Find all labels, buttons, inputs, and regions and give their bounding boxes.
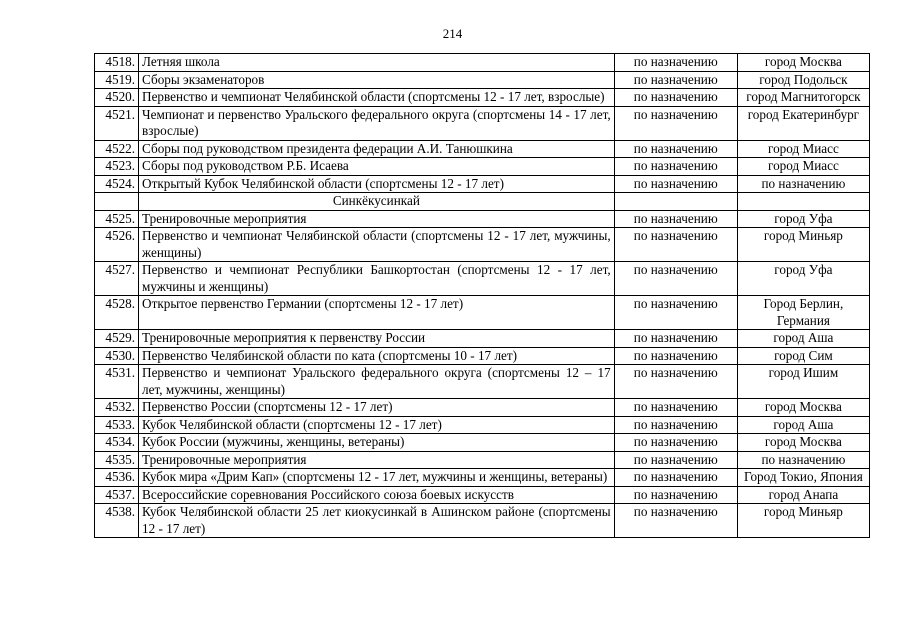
row-number: 4521. xyxy=(95,106,139,140)
event-name: Первенство России (спортсмены 12 - 17 лет) xyxy=(139,399,615,417)
table-row xyxy=(95,416,870,434)
row-number: 4534. xyxy=(95,434,139,452)
table-row xyxy=(95,451,870,469)
events-table xyxy=(94,53,870,538)
row-number: 4525. xyxy=(95,210,139,228)
event-name: Открытый Кубок Челябинской области (спортсмены 12 - 17 лет) xyxy=(139,175,615,193)
table-row xyxy=(95,347,870,365)
event-location: город Анапа xyxy=(737,486,869,504)
event-location: город Екатеринбург xyxy=(737,106,869,140)
event-name: Кубок Челябинской области (спортсмены 12 - 17 лет) xyxy=(139,416,615,434)
event-location: город Ишим xyxy=(737,365,869,399)
event-date: по назначению xyxy=(614,158,737,176)
event-location: город Аша xyxy=(737,330,869,348)
table-row xyxy=(95,54,870,72)
event-date: по назначению xyxy=(614,71,737,89)
event-date: по назначению xyxy=(614,140,737,158)
row-number: 4527. xyxy=(95,262,139,296)
row-number: 4529. xyxy=(95,330,139,348)
table-row xyxy=(95,469,870,487)
event-date: по назначению xyxy=(614,451,737,469)
event-date: по назначению xyxy=(614,434,737,452)
event-date: по назначению xyxy=(614,54,737,72)
event-location: город Миньяр xyxy=(737,228,869,262)
event-location: город Миасс xyxy=(737,158,869,176)
row-number: 4530. xyxy=(95,347,139,365)
table-row xyxy=(95,71,870,89)
table-row xyxy=(95,106,870,140)
event-location: по назначению xyxy=(737,175,869,193)
event-location: город Уфа xyxy=(737,210,869,228)
event-name: Первенство и чемпионат Республики Башкортостан (спортсмены 12 - 17 лет, мужчины и женщины) xyxy=(139,262,615,296)
event-location: город Аша xyxy=(737,416,869,434)
event-name: Синкёкусинкай xyxy=(139,193,615,211)
row-number: 4518. xyxy=(95,54,139,72)
event-location: Город Токио, Япония xyxy=(737,469,869,487)
event-location: город Уфа xyxy=(737,262,869,296)
event-name: Кубок Челябинской области 25 лет киокусинкай в Ашинском районе (спортсмены 12 - 17 лет) xyxy=(139,504,615,538)
table-row xyxy=(95,434,870,452)
row-number: 4532. xyxy=(95,399,139,417)
row-number: 4526. xyxy=(95,228,139,262)
event-location: город Миасс xyxy=(737,140,869,158)
event-name: Кубок России (мужчины, женщины, ветераны) xyxy=(139,434,615,452)
event-location: город Москва xyxy=(737,54,869,72)
row-number: 4523. xyxy=(95,158,139,176)
event-location: город Магнитогорск xyxy=(737,89,869,107)
event-date: по назначению xyxy=(614,469,737,487)
row-number: 4520. xyxy=(95,89,139,107)
table-row xyxy=(95,330,870,348)
event-name: Открытое первенство Германии (спортсмены 12 - 17 лет) xyxy=(139,296,615,330)
event-name: Кубок мира «Дрим Кап» (спортсмены 12 - 17 лет, мужчины и женщины, ветераны) xyxy=(139,469,615,487)
event-name: Летняя школа xyxy=(139,54,615,72)
event-location: город Сим xyxy=(737,347,869,365)
section-header-row xyxy=(95,193,870,211)
event-date: по назначению xyxy=(614,228,737,262)
event-name: Первенство и чемпионат Челябинской области (спортсмены 12 - 17 лет, взрослые) xyxy=(139,89,615,107)
event-location: город Миньяр xyxy=(737,504,869,538)
table-row xyxy=(95,89,870,107)
event-location xyxy=(737,193,869,211)
table-row xyxy=(95,140,870,158)
row-number: 4522. xyxy=(95,140,139,158)
row-number: 4538. xyxy=(95,504,139,538)
table-row xyxy=(95,262,870,296)
event-location: Город Берлин, Германия xyxy=(737,296,869,330)
row-number: 4535. xyxy=(95,451,139,469)
event-name: Сборы под руководством Р.Б. Исаева xyxy=(139,158,615,176)
event-date: по назначению xyxy=(614,416,737,434)
table-row xyxy=(95,158,870,176)
event-name: Первенство и чемпионат Уральского федерального округа (спортсмены 12 – 17 лет, мужчины, женщины) xyxy=(139,365,615,399)
table-row xyxy=(95,365,870,399)
event-date: по назначению xyxy=(614,504,737,538)
event-name: Всероссийские соревнования Российского союза боевых искусств xyxy=(139,486,615,504)
event-name: Сборы экзаменаторов xyxy=(139,71,615,89)
event-location: город Москва xyxy=(737,434,869,452)
event-name: Тренировочные мероприятия к первенству России xyxy=(139,330,615,348)
row-number: 4524. xyxy=(95,175,139,193)
row-number xyxy=(95,193,139,211)
event-location: по назначению xyxy=(737,451,869,469)
event-date: по назначению xyxy=(614,106,737,140)
table-row xyxy=(95,175,870,193)
event-date: по назначению xyxy=(614,365,737,399)
event-date xyxy=(614,193,737,211)
event-date: по назначению xyxy=(614,175,737,193)
event-name: Сборы под руководством президента федерации А.И. Танюшкина xyxy=(139,140,615,158)
event-name: Чемпионат и первенство Уральского федерального округа (спортсмены 14 - 17 лет, взрослые) xyxy=(139,106,615,140)
event-date: по назначению xyxy=(614,296,737,330)
event-location: город Подольск xyxy=(737,71,869,89)
event-name: Первенство и чемпионат Челябинской области (спортсмены 12 - 17 лет, мужчины, женщины) xyxy=(139,228,615,262)
event-date: по назначению xyxy=(614,262,737,296)
event-name: Первенство Челябинской области по ката (спортсмены 10 - 17 лет) xyxy=(139,347,615,365)
table-row xyxy=(95,210,870,228)
table-row xyxy=(95,399,870,417)
event-date: по назначению xyxy=(614,330,737,348)
event-location: город Москва xyxy=(737,399,869,417)
row-number: 4533. xyxy=(95,416,139,434)
row-number: 4528. xyxy=(95,296,139,330)
page-number: 214 xyxy=(442,26,463,41)
row-number: 4537. xyxy=(95,486,139,504)
table-row xyxy=(95,486,870,504)
table-row xyxy=(95,228,870,262)
event-date: по назначению xyxy=(614,347,737,365)
event-name: Тренировочные мероприятия xyxy=(139,451,615,469)
row-number: 4519. xyxy=(95,71,139,89)
row-number: 4536. xyxy=(95,469,139,487)
event-date: по назначению xyxy=(614,399,737,417)
event-date: по назначению xyxy=(614,210,737,228)
table-row xyxy=(95,296,870,330)
event-name: Тренировочные мероприятия xyxy=(139,210,615,228)
table-row xyxy=(95,504,870,538)
row-number: 4531. xyxy=(95,365,139,399)
events-table-body xyxy=(95,54,870,538)
event-date: по назначению xyxy=(614,486,737,504)
event-date: по назначению xyxy=(614,89,737,107)
